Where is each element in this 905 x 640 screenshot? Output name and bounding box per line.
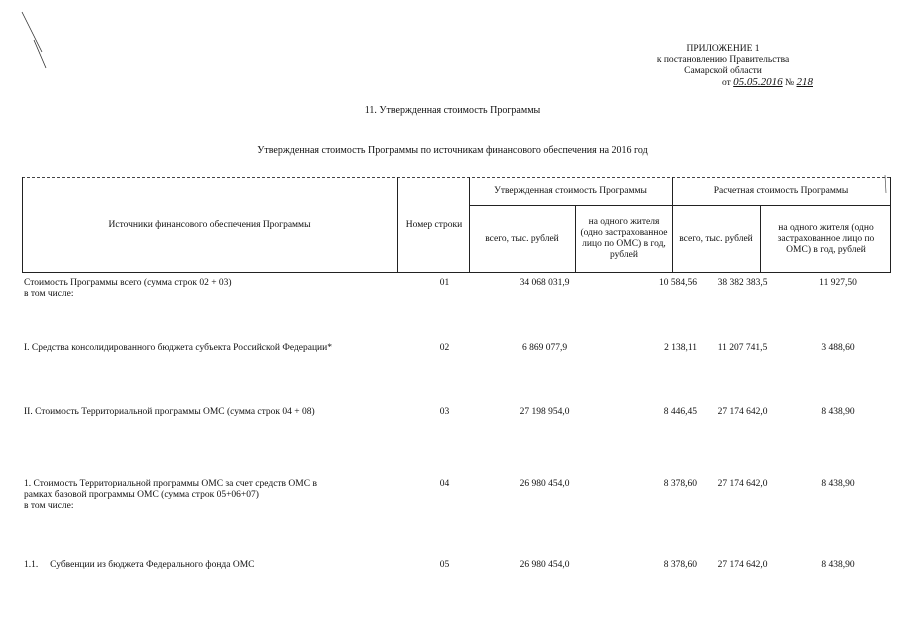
row-estimated-total: 27 174 642,0 xyxy=(717,407,768,417)
header-approved-per-person: на одного жителя (одно застрахованное лицо по ОМС) в год, рублей xyxy=(580,217,668,260)
decree-date: 05.05.2016 xyxy=(733,76,783,88)
scan-artifact-line xyxy=(20,10,60,70)
row-source-name: I. Средства консолидированного бюджета субъекта Российской Федерации* xyxy=(24,343,332,353)
appendix-header xyxy=(623,44,823,89)
row-source-name xyxy=(24,278,384,300)
row-source-name: 1.1. Субвенции из бюджета Федерального фонда ОМС xyxy=(24,560,255,570)
row-estimated-total: 27 174 642,0 xyxy=(717,479,768,489)
row-number: 03 xyxy=(439,407,450,417)
row-approved-total: 27 198 954,0 xyxy=(519,407,570,417)
header-group-approved: Утвержденная стоимость Программы xyxy=(494,185,647,196)
row-number: 02 xyxy=(439,343,450,353)
table-right-border xyxy=(890,177,891,273)
row-approved-total: 34 068 031,9 xyxy=(519,278,570,288)
row-name-text: 1. Стоимость Территориальной программы ОМС за счет средств ОМС в xyxy=(24,479,317,489)
row-name-text-cont: рамках базовой программы ОМС (сумма строк 05+06+07) xyxy=(24,490,259,500)
row-sub-text: в том числе: xyxy=(24,289,74,299)
number-prefix: № xyxy=(785,78,795,88)
row-estimated-per-person: 11 927,50 xyxy=(819,278,857,288)
table-row xyxy=(22,479,890,515)
row-approved-per-person: 10 584,56 xyxy=(659,278,697,288)
appendix-date-line xyxy=(623,77,823,89)
row-approved-per-person: 8 378,60 xyxy=(663,479,697,489)
col-divider-estimated xyxy=(760,205,761,273)
table-row xyxy=(22,407,890,421)
row-approved-per-person: 8 446,45 xyxy=(663,407,697,417)
row-estimated-per-person: 8 438,90 xyxy=(821,479,855,489)
row-approved-total: 26 980 454,0 xyxy=(519,479,570,489)
appendix-region-line: Самарской области xyxy=(684,66,762,76)
header-row-number: Номер строки xyxy=(405,219,463,230)
row-approved-per-person: 8 378,60 xyxy=(663,560,697,570)
date-prefix: от xyxy=(722,78,731,88)
appendix-title: ПРИЛОЖЕНИЕ 1 xyxy=(686,44,760,54)
row-approved-total: 26 980 454,0 xyxy=(519,560,570,570)
row-estimated-total: 11 207 741,5 xyxy=(717,343,768,353)
col-divider-source xyxy=(397,177,398,273)
row-name-text: Стоимость Программы всего (сумма строк 02 + 03) xyxy=(24,278,232,288)
row-estimated-total: 27 174 642,0 xyxy=(717,560,768,570)
section-title: 11. Утвержденная стоимость Программы xyxy=(364,105,541,116)
row-estimated-total: 38 382 383,5 xyxy=(717,278,768,288)
row-approved-per-person: 2 138,11 xyxy=(664,343,697,353)
table-header xyxy=(22,177,890,273)
row-estimated-per-person: 8 438,90 xyxy=(821,407,855,417)
row-source-name: II. Стоимость Территориальной программы ОМС (сумма строк 04 + 08) xyxy=(24,407,315,417)
header-approved-total: всего, тыс. рублей xyxy=(485,233,559,244)
appendix-decree-line: к постановлению Правительства xyxy=(656,55,790,65)
table-row xyxy=(22,343,890,357)
row-number: 05 xyxy=(439,560,450,570)
header-estimated-total: всего, тыс. рублей xyxy=(679,233,753,244)
row-sub-text: в том числе: xyxy=(24,501,74,511)
header-source: Источники финансового обеспечения Программы xyxy=(108,219,311,230)
header-group-estimated: Расчетная стоимость Программы xyxy=(713,185,849,196)
row-estimated-per-person: 3 488,60 xyxy=(821,343,855,353)
table-title: Утвержденная стоимость Программы по источникам финансового обеспечения на 2016 год xyxy=(257,145,648,156)
col-divider-approved xyxy=(575,205,576,273)
decree-number: 218 xyxy=(796,76,813,88)
row-number: 01 xyxy=(439,278,450,288)
row-estimated-per-person: 8 438,90 xyxy=(821,560,855,570)
table-row xyxy=(22,278,890,308)
row-approved-total: 6 869 077,9 xyxy=(521,343,568,353)
table-row xyxy=(22,560,890,574)
row-source-name xyxy=(24,479,384,512)
header-estimated-per-person: на одного жителя (одно застрахованное лицо по ОМС) в год, рублей xyxy=(777,222,875,255)
row-number: 04 xyxy=(439,479,450,489)
